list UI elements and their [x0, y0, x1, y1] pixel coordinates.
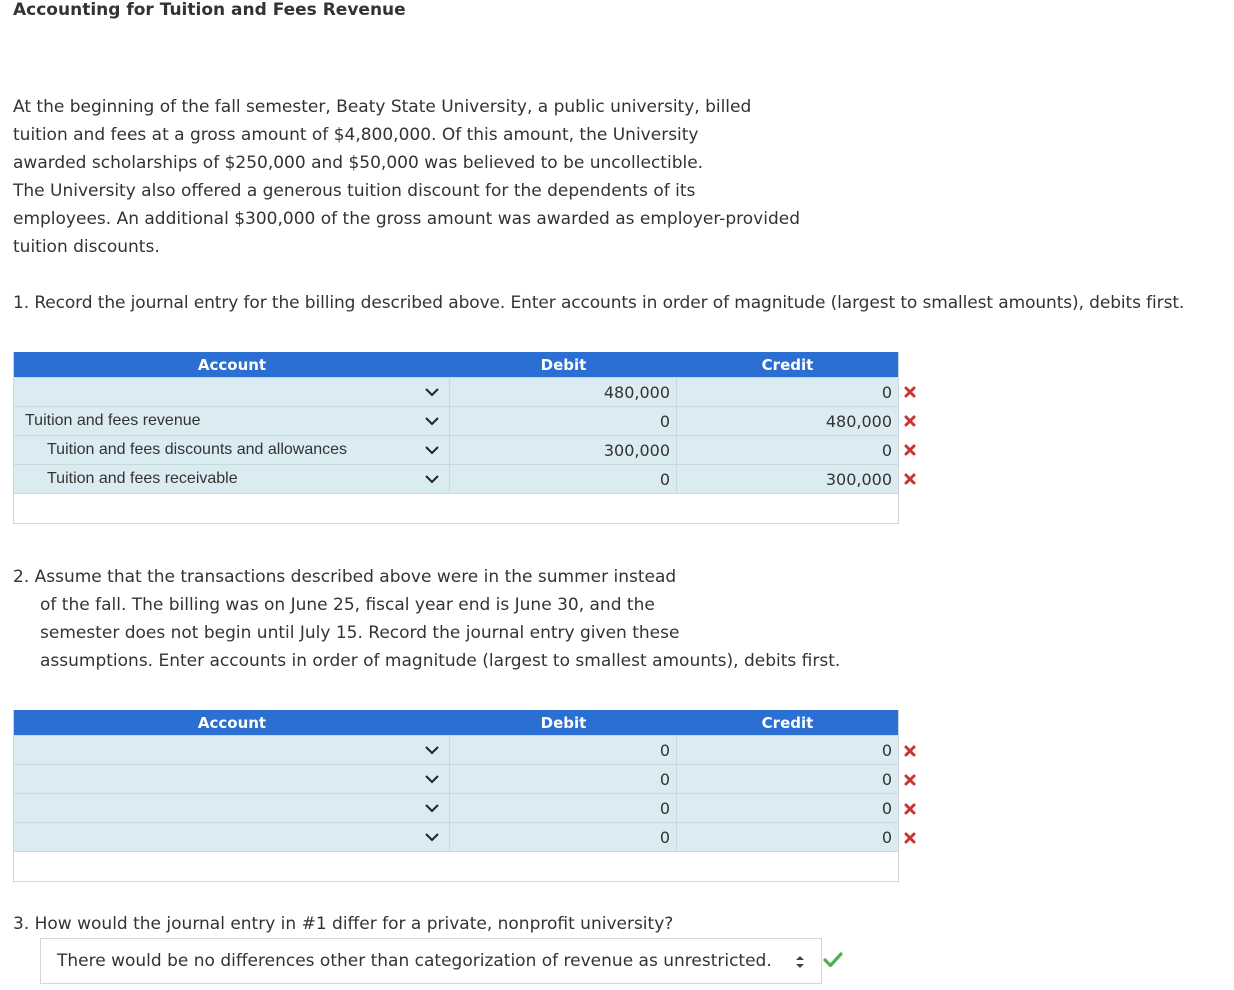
intro-line: employees. An additional $300,000 of the gross amount was awarded as employer-provided: [13, 209, 801, 229]
account-value: Tuition and fees revenue: [25, 412, 201, 429]
journal-row: [14, 764, 898, 793]
account-value: Tuition and fees discounts and allowances: [47, 441, 348, 458]
question-1-prompt: 1. Record the journal entry for the billing described above. Enter accounts in order of magnitude (largest to smallest amounts), debits first.: [13, 293, 1185, 313]
debit-column-header: Debit: [540, 713, 587, 732]
journal-row: [14, 377, 898, 406]
account-select[interactable]: [14, 736, 450, 764]
account-column-header: Account: [197, 713, 267, 732]
up-down-arrows-icon: [794, 954, 806, 970]
intro-line: tuition discounts.: [13, 237, 160, 257]
credit-input[interactable]: 0: [881, 827, 892, 847]
chevron-down-icon: [425, 743, 439, 757]
x-mark-icon: [903, 831, 917, 845]
credit-column-header: Credit: [761, 355, 814, 374]
debit-input[interactable]: 0: [450, 765, 677, 793]
debit-input[interactable]: 0: [450, 823, 677, 851]
credit-input[interactable]: 0: [881, 769, 892, 789]
account-value: Tuition and fees receivable: [47, 470, 238, 487]
check-icon: [823, 951, 843, 969]
chevron-down-icon: [425, 801, 439, 815]
intro-line: At the beginning of the fall semester, Beaty State University, a public university, billed: [13, 97, 752, 117]
debit-input[interactable]: 0: [450, 736, 677, 764]
credit-input[interactable]: 300,000: [825, 469, 892, 489]
credit-input[interactable]: 0: [881, 740, 892, 760]
x-mark-icon: [903, 744, 917, 758]
journal-table-header: [14, 352, 898, 377]
debit-column-header: Debit: [540, 355, 587, 374]
intro-line: The University also offered a generous tuition discount for the dependents of its: [13, 181, 696, 201]
x-mark-icon: [903, 802, 917, 816]
chevron-down-icon: [425, 414, 439, 428]
debit-input[interactable]: 0: [450, 407, 677, 435]
chevron-down-icon: [425, 443, 439, 457]
journal-row: [14, 435, 898, 464]
q2-line: of the fall. The billing was on June 25, fiscal year end is June 30, and the: [40, 595, 655, 615]
account-select[interactable]: [14, 436, 450, 464]
x-mark-icon: [903, 472, 917, 486]
q2-line: assumptions. Enter accounts in order of magnitude (largest to smallest amounts), debits first.: [40, 651, 841, 671]
credit-column-header: Credit: [761, 713, 814, 732]
answer-select[interactable]: [40, 938, 822, 984]
credit-input[interactable]: 0: [881, 798, 892, 818]
page-title: Accounting for Tuition and Fees Revenue: [13, 0, 406, 20]
debit-input[interactable]: 0: [450, 465, 677, 493]
journal-row: [14, 822, 898, 851]
debit-input[interactable]: 0: [450, 794, 677, 822]
x-mark-icon: [903, 773, 917, 787]
account-column-header: Account: [197, 355, 267, 374]
journal-table-header: [14, 710, 898, 735]
credit-input[interactable]: 0: [881, 440, 892, 460]
journal-table-1: [13, 352, 899, 524]
debit-input[interactable]: 300,000: [450, 436, 677, 464]
x-mark-icon: [903, 414, 917, 428]
account-select[interactable]: [14, 765, 450, 793]
journal-row: [14, 464, 898, 493]
journal-table-footer: [14, 493, 898, 523]
account-select[interactable]: [14, 407, 450, 435]
journal-table-2: [13, 710, 899, 882]
account-select[interactable]: [14, 465, 450, 493]
q2-line: 2. Assume that the transactions described above were in the summer instead: [13, 567, 677, 587]
journal-row: [14, 735, 898, 764]
chevron-down-icon: [425, 830, 439, 844]
credit-input[interactable]: 480,000: [825, 411, 892, 431]
debit-input[interactable]: 480,000: [450, 378, 677, 406]
chevron-down-icon: [425, 772, 439, 786]
chevron-down-icon: [425, 472, 439, 486]
account-select[interactable]: [14, 378, 450, 406]
credit-input[interactable]: 0: [881, 382, 892, 402]
question-3-prompt: 3. How would the journal entry in #1 differ for a private, nonprofit university?: [13, 914, 674, 934]
answer-select-value: There would be no differences other than categorization of revenue as unrestricted.: [57, 951, 772, 971]
problem-description: [13, 93, 833, 261]
q2-line: semester does not begin until July 15. Record the journal entry given these: [40, 623, 680, 643]
account-select[interactable]: [14, 794, 450, 822]
x-mark-icon: [903, 443, 917, 457]
account-select[interactable]: [14, 823, 450, 851]
journal-table-footer: [14, 851, 898, 881]
x-mark-icon: [903, 385, 917, 399]
journal-row: [14, 793, 898, 822]
intro-line: tuition and fees at a gross amount of $4,800,000. Of this amount, the University: [13, 125, 699, 145]
question-2-prompt: [13, 563, 873, 675]
chevron-down-icon: [425, 385, 439, 399]
journal-row: [14, 406, 898, 435]
intro-line: awarded scholarships of $250,000 and $50,000 was believed to be uncollectible.: [13, 153, 704, 173]
